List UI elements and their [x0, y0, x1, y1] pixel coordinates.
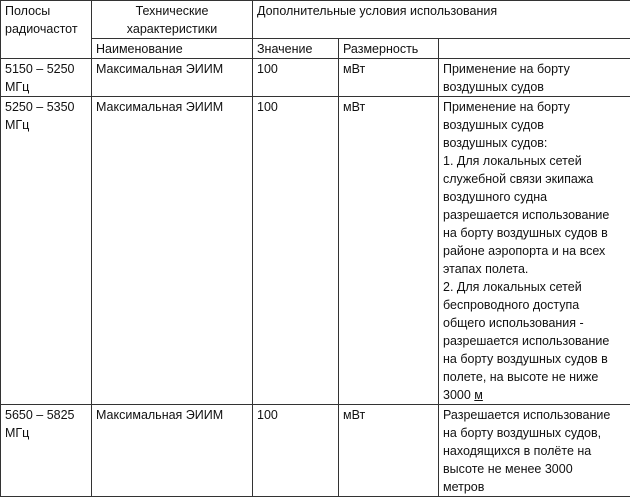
table-row [1, 59, 630, 97]
note-cell: Применение на борту воздушных судов воздушных судов: 1. Для локальных сетей служебной связи экипажа воздушного судна разрешается использование на борту воздушных судов в районе аэропорта и на всех этапах полета. 2. Для локальных сетей беспроводного доступа общего использования - разрешается использование на борту воздушных судов в полете, на высоте не ниже 3000 м [439, 97, 630, 405]
value-cell: 100 [253, 405, 339, 497]
unit-cell: мВт [339, 97, 439, 405]
table-row [1, 405, 630, 497]
unit-cell: мВт [339, 405, 439, 497]
value-cell: 100 [253, 97, 339, 405]
note-cell: Разрешается использование на борту воздушных судов, находящихся в полёте на высоте не менее 3000 метров [439, 405, 630, 497]
name-cell: Максимальная ЭИИМ [92, 97, 253, 405]
band-cell: 5650 – 5825 МГц [1, 405, 92, 497]
name-cell: Максимальная ЭИИМ [92, 59, 253, 97]
header-name: Наименование [92, 39, 253, 59]
header-value: Значение [253, 39, 339, 59]
header-extra: Дополнительные условия использования [253, 1, 630, 39]
header-unit: Размерность [339, 39, 439, 59]
header-row-2 [1, 39, 630, 59]
table-row [1, 97, 630, 405]
header-empty [439, 39, 630, 59]
band-cell: 5150 – 5250 МГц [1, 59, 92, 97]
header-row-1 [1, 1, 630, 39]
header-tech: Технические характеристики [92, 1, 253, 39]
value-cell: 100 [253, 59, 339, 97]
band-cell: 5250 – 5350 МГц [1, 97, 92, 405]
note-cell: Применение на борту воздушных судов [439, 59, 630, 97]
unit-cell: мВт [339, 59, 439, 97]
header-bands: Полосы радиочастот [1, 1, 92, 59]
name-cell: Максимальная ЭИИМ [92, 405, 253, 497]
